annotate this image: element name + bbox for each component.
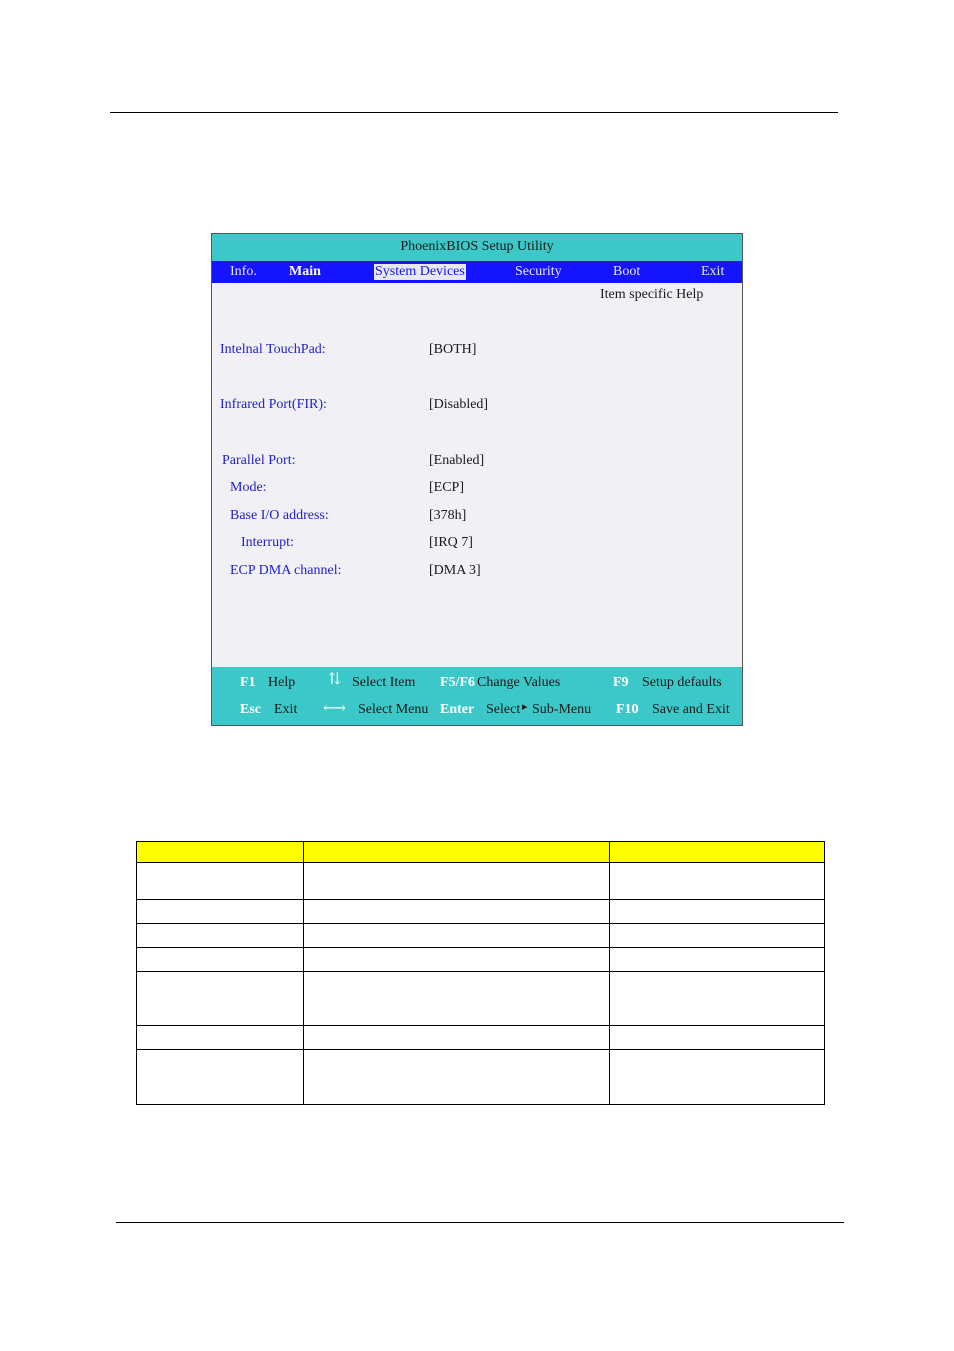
table-cell	[304, 900, 610, 924]
table-cell	[137, 948, 304, 972]
option-value-mode[interactable]: [ECP]	[429, 480, 464, 495]
table-row	[137, 948, 825, 972]
submenu-text: Sub-Menu	[532, 702, 592, 717]
option-label-touchpad: Intelnal TouchPad:	[220, 342, 326, 357]
key-f1-help: Help	[268, 675, 296, 690]
parameter-table	[136, 841, 825, 1105]
option-value-base-io[interactable]: [378h]	[429, 508, 467, 523]
key-esc: Esc	[240, 702, 261, 717]
table-cell	[304, 1026, 610, 1050]
table-cell	[137, 1050, 304, 1105]
menu-tab-system-devices[interactable]: System Devices	[375, 264, 465, 279]
option-value-touchpad[interactable]: [BOTH]	[429, 342, 477, 357]
table-row	[137, 863, 825, 900]
table-cell	[610, 1026, 825, 1050]
table-header-cell	[304, 842, 610, 863]
table-cell	[610, 863, 825, 900]
option-label-ecp-dma: ECP DMA channel:	[230, 563, 342, 578]
table-cell	[610, 1050, 825, 1105]
option-value-parallel-port[interactable]: [Enabled]	[429, 453, 485, 468]
option-label-base-io: Base I/O address:	[230, 508, 329, 523]
table-cell	[610, 900, 825, 924]
table-row	[137, 972, 825, 1026]
table-header-cell	[610, 842, 825, 863]
table-header-row	[137, 842, 825, 863]
submenu-triangle-icon: ▸	[522, 701, 528, 713]
table-cell	[137, 972, 304, 1026]
up-down-arrows-icon: ⇅	[328, 671, 342, 688]
table-row	[137, 924, 825, 948]
left-right-arrows-icon: ⟷	[323, 700, 346, 717]
table-cell	[304, 863, 610, 900]
table-cell	[137, 924, 304, 948]
menu-tab-security[interactable]: Security	[515, 264, 562, 279]
option-label-mode: Mode:	[230, 480, 267, 495]
table-cell	[304, 1050, 610, 1105]
key-f5-f6: F5/F6	[440, 675, 475, 690]
table-cell	[610, 924, 825, 948]
menu-tab-exit[interactable]: Exit	[701, 264, 725, 279]
menu-tab-boot[interactable]: Boot	[613, 264, 641, 279]
table-cell	[304, 948, 610, 972]
option-value-ecp-dma[interactable]: [DMA 3]	[429, 563, 481, 578]
bios-screenshot	[211, 233, 743, 726]
footer-rule	[116, 1222, 844, 1223]
select-item-text: Select Item	[352, 675, 416, 690]
table-cell	[137, 1026, 304, 1050]
save-and-exit-text: Save and Exit	[652, 702, 730, 717]
option-value-interrupt[interactable]: [IRQ 7]	[429, 535, 473, 550]
table-row	[137, 900, 825, 924]
change-values-text: Change Values	[477, 675, 561, 690]
select-menu-text: Select Menu	[358, 702, 429, 717]
bios-footer	[212, 667, 742, 725]
table-cell	[137, 863, 304, 900]
setup-defaults-text: Setup defaults	[642, 675, 722, 690]
key-enter: Enter	[440, 702, 475, 717]
option-label-parallel-port: Parallel Port:	[222, 453, 296, 468]
bios-title: PhoenixBIOS Setup Utility	[212, 234, 742, 261]
option-value-infrared-port[interactable]: [Disabled]	[429, 397, 489, 412]
key-esc-exit: Exit	[274, 702, 298, 717]
bios-menu-bar	[212, 261, 742, 283]
table-cell	[304, 972, 610, 1026]
key-f9: F9	[613, 675, 629, 690]
key-f1: F1	[240, 675, 256, 690]
menu-tab-info[interactable]: Info.	[230, 264, 257, 279]
table-cell	[137, 900, 304, 924]
table-cell	[304, 924, 610, 948]
table-cell	[610, 948, 825, 972]
help-heading: Item specific Help	[600, 287, 704, 302]
option-label-infrared-port: Infrared Port(FIR):	[220, 397, 327, 412]
menu-tab-main[interactable]: Main	[289, 264, 321, 279]
table-header-cell	[137, 842, 304, 863]
option-label-interrupt: Interrupt:	[241, 535, 294, 550]
table-cell	[610, 972, 825, 1026]
header-rule	[110, 112, 838, 113]
key-f10: F10	[616, 702, 639, 717]
table-row	[137, 1050, 825, 1105]
select-text: Select	[486, 702, 521, 717]
table-row	[137, 1026, 825, 1050]
